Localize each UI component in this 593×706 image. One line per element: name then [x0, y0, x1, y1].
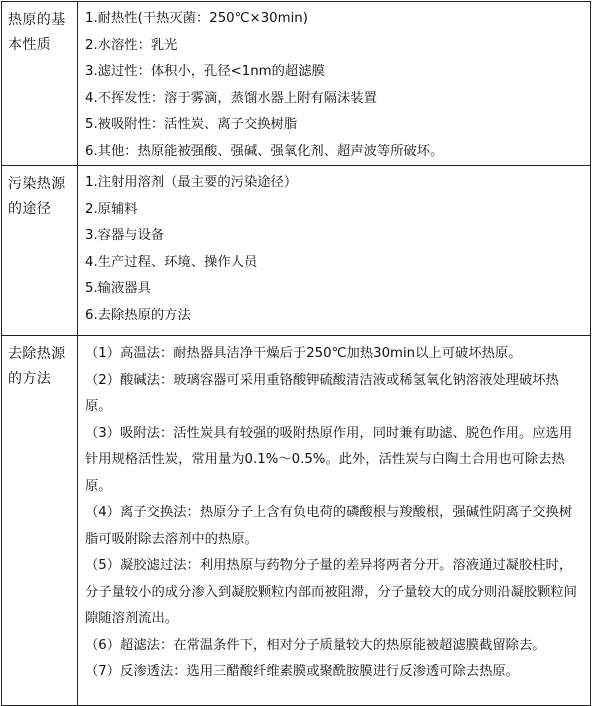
list-item: 6.其他：热原能被强酸、强碱、强氧化剂、超声波等所破坏。 [85, 143, 444, 159]
list-item: 6.去除热原的方法 [85, 307, 191, 323]
list-item: 1.注射用溶剂（最主要的污染途径） [85, 175, 298, 190]
row-heading-line: 本性质 [8, 37, 52, 53]
list-item: 3.容器与设备 [85, 228, 165, 243]
row-heading-line: 污染热源 [8, 176, 66, 192]
row-heading-line: 的途径 [8, 201, 52, 217]
method-paragraph: （6）超滤法：在常温条件下，相对分子质量较大的热原能被超滤膜截留除去。 [85, 637, 546, 653]
row-heading-removal [2, 336, 78, 706]
table-row-removal [2, 336, 591, 706]
table-row-contamination [2, 166, 591, 336]
pyrogen-table [1, 1, 591, 706]
row-heading-line: 热原的基 [8, 12, 66, 28]
row-content-contamination [78, 166, 591, 336]
list-item: 5.输液器具 [85, 281, 151, 296]
method-paragraph: （7）反渗透法：选用三醋酸纤维素膜或聚酰胺膜进行反渗透可除去热原。 [85, 664, 519, 679]
row-content-removal [78, 336, 591, 706]
method-paragraph: （1）高温法：耐热器具洁净干燥后于250℃加热30min以上可破坏热原。 [85, 346, 522, 361]
method-paragraph: （4）离子交换法：热原分子上含有负电荷的磷酸根与羧酸根，强碱性阴离子交换树脂可吸附除去溶剂中的热原。 [85, 505, 573, 547]
list-item: 4.不挥发性：溶于雾滴，蒸馏水器上附有隔沫装置 [85, 90, 377, 106]
method-paragraph: （3）吸附法：活性炭具有较强的吸附热原作用，同时兼有助滤、脱色作用。应选用针用规格活性炭，常用量为0.1%～0.5%。此外，活性炭与白陶土合用也可除去热原。 [85, 425, 573, 494]
list-item: 2.水溶性：乳光 [85, 37, 178, 53]
method-paragraph: （5）凝胶滤过法：利用热原与药物分子量的差异将两者分开。溶液通过凝胶柱时，分子量较小的成分渗入到凝胶颗粒内部而被阻滞，分子量较大的成分则沿凝胶颗粒间隙随溶剂流出。 [85, 558, 577, 626]
row-heading-line: 去除热源 [8, 346, 66, 362]
list-item: 1.耐热性(干热灭菌：250℃×30min) [85, 11, 308, 26]
row-heading-line: 的方法 [8, 371, 52, 387]
row-heading-contamination [2, 166, 78, 336]
list-item: 4.生产过程、环境、操作人员 [85, 254, 258, 270]
list-item: 5.被吸附性：活性炭、离子交换树脂 [85, 117, 298, 132]
row-heading-properties [2, 2, 78, 166]
list-item: 2.原辅料 [85, 201, 138, 217]
row-content-properties [78, 2, 591, 166]
method-paragraph: （2）酸碱法：玻璃容器可采用重铬酸钾硫酸清洁液或稀氢氧化钠溶液处理破坏热原。 [85, 372, 559, 414]
table-row-properties [2, 2, 591, 166]
list-item: 3.滤过性：体积小，孔径<1nm的超滤膜 [85, 64, 325, 79]
